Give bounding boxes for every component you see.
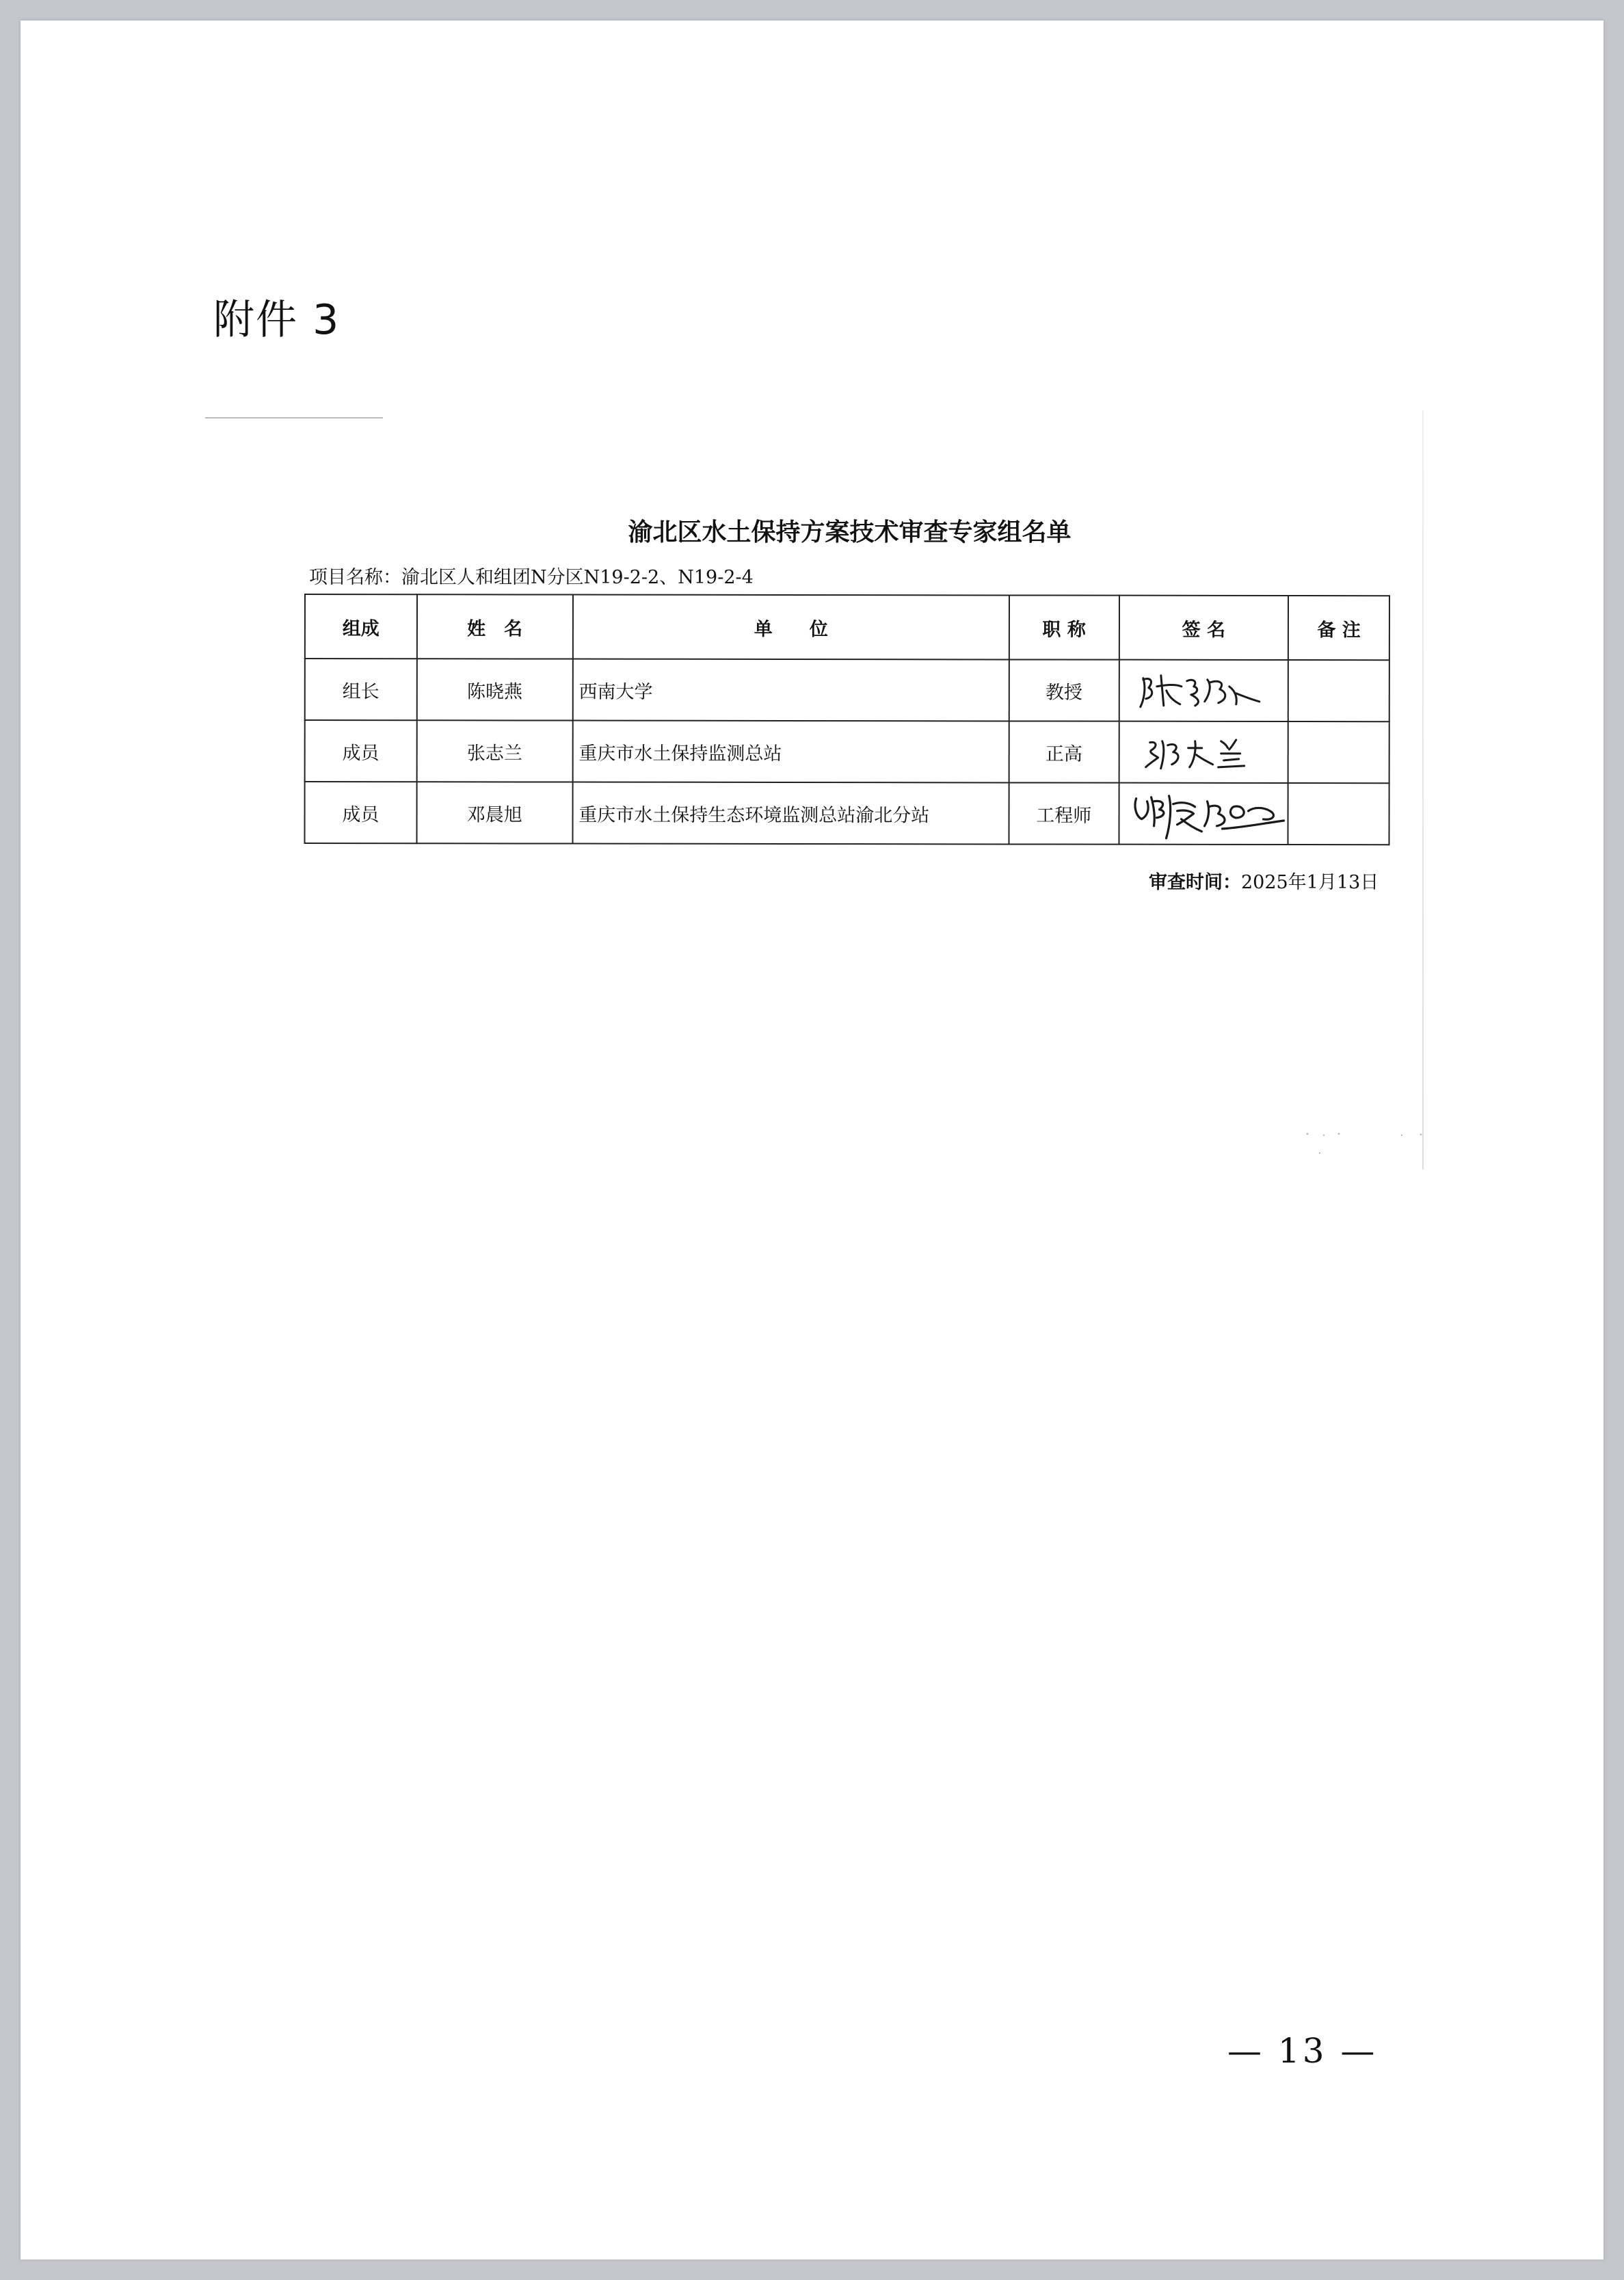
header-note: 备 注 <box>1288 596 1389 660</box>
cell-role: 组长 <box>305 659 417 720</box>
scan-artifact <box>1299 1128 1436 1169</box>
table-row <box>304 782 1389 845</box>
table-row <box>305 720 1389 783</box>
cell-unit: 重庆市水土保持生态环境监测总站渝北分站 <box>572 782 1009 845</box>
scan-edge-top <box>205 406 383 419</box>
cell-unit: 西南大学 <box>573 659 1009 721</box>
table-header-row <box>305 594 1389 660</box>
signature-zhang <box>1119 722 1288 782</box>
header-title: 职 称 <box>1009 595 1119 659</box>
header-unit: 单 位 <box>573 595 1009 660</box>
header-role: 组成 <box>305 594 417 659</box>
header-name: 姓 名 <box>416 594 572 659</box>
review-date <box>1149 867 1379 894</box>
page-number: — 13 — <box>1227 2031 1378 2071</box>
cell-title: 教授 <box>1009 659 1119 721</box>
cell-role: 成员 <box>304 782 416 843</box>
cell-title: 工程师 <box>1009 782 1119 844</box>
cell-signature <box>1119 721 1288 783</box>
signature-chen-drawing <box>1133 666 1277 715</box>
review-date-value: 2025年1月13日 <box>1241 872 1379 893</box>
cell-note <box>1288 783 1389 845</box>
cell-signature <box>1119 783 1288 845</box>
document-title: 渝北区水土保持方案技术审查专家组名单 <box>628 518 1071 546</box>
cell-role: 成员 <box>305 720 417 782</box>
signature-deng <box>1119 784 1288 844</box>
review-date-label: 审查时间： <box>1149 872 1241 893</box>
project-name-value: 渝北区人和组团N分区N19-2-2、N19-2-4 <box>401 567 754 588</box>
project-name-line <box>309 562 754 589</box>
cell-signature <box>1119 660 1288 721</box>
attachment-label: 附件 3 <box>213 296 341 344</box>
cell-note <box>1288 721 1389 783</box>
project-name-label: 项目名称： <box>309 567 401 588</box>
cell-title: 正高 <box>1009 721 1119 782</box>
table-row <box>305 659 1389 721</box>
cell-name: 陈晓燕 <box>416 659 572 720</box>
header-signature: 签 名 <box>1119 596 1288 660</box>
expert-group-table <box>304 594 1390 845</box>
signature-deng-drawing <box>1126 786 1297 841</box>
cell-note <box>1288 660 1389 721</box>
signature-chen <box>1119 661 1288 721</box>
scan-edge-line <box>205 417 383 419</box>
signature-zhang-drawing <box>1133 728 1270 777</box>
cell-name: 张志兰 <box>416 720 572 782</box>
cell-unit: 重庆市水土保持监测总站 <box>572 721 1009 783</box>
cell-name: 邓晨旭 <box>416 782 572 843</box>
